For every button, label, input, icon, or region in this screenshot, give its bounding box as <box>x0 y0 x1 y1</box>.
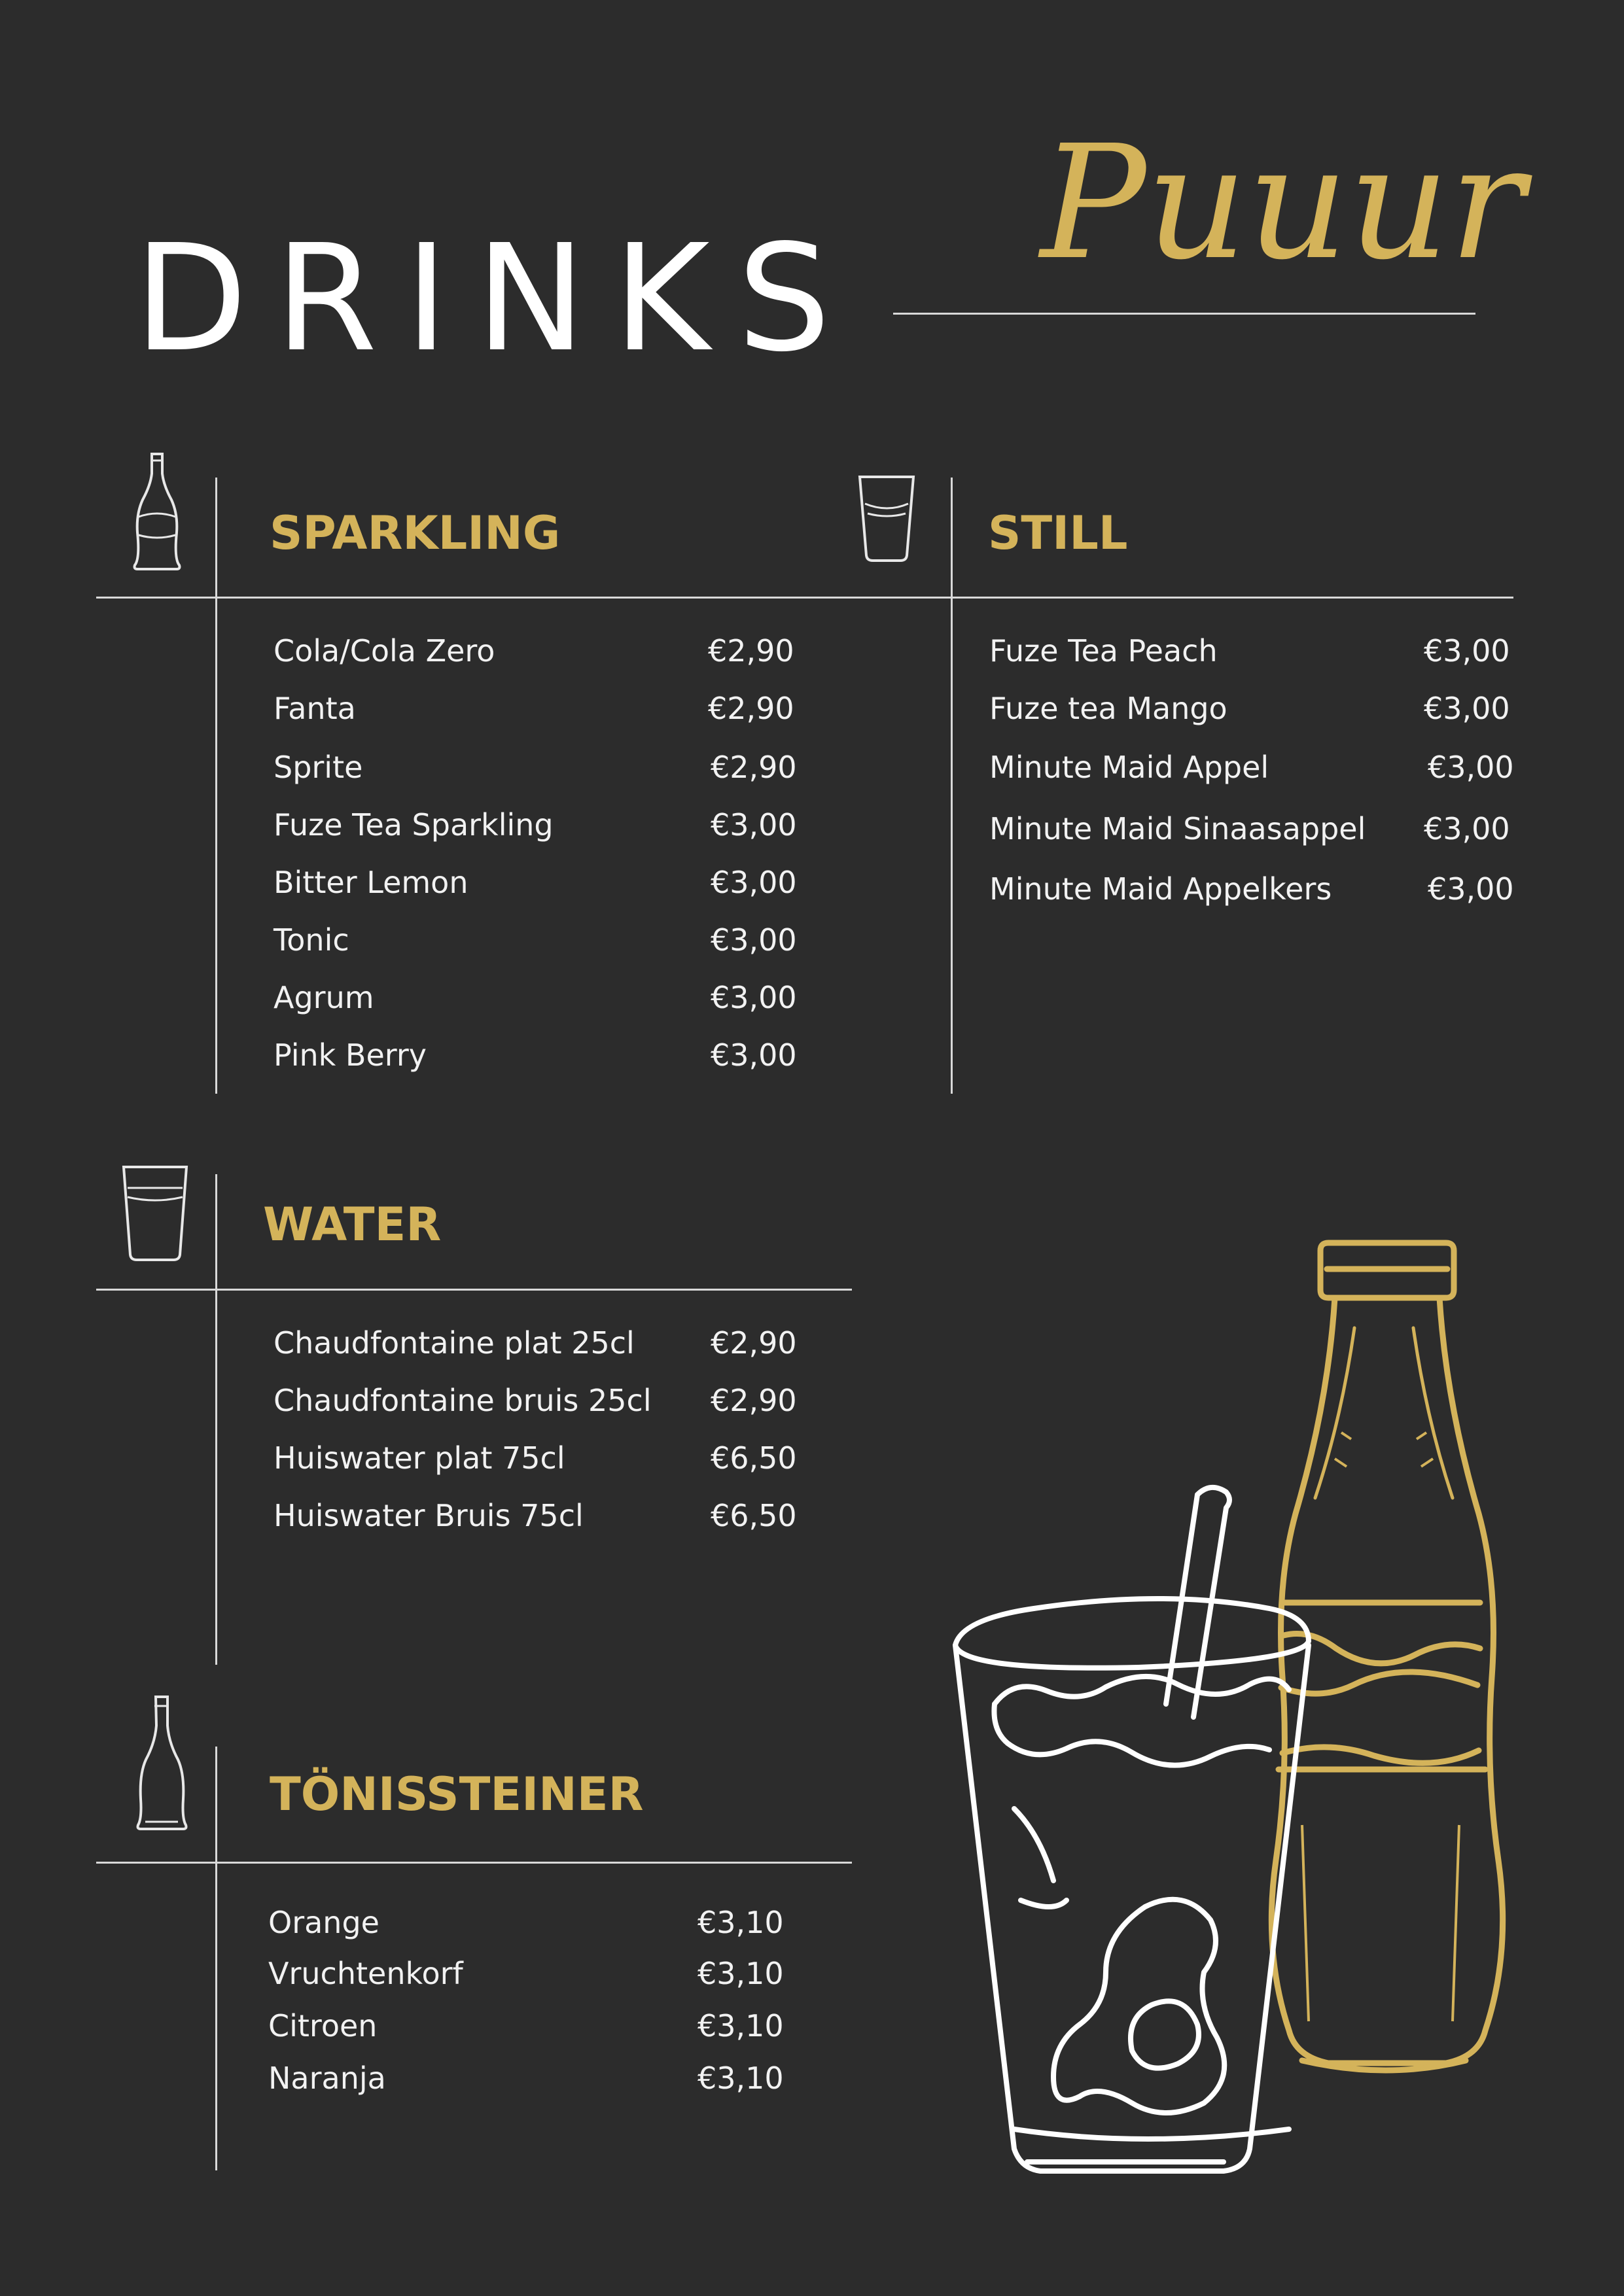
water-glass-icon <box>121 1164 190 1262</box>
item-name: Minute Maid Sinaasappel <box>989 811 1366 846</box>
still-vertical-rule <box>951 478 953 1094</box>
item-price: €2,90 <box>711 1383 797 1418</box>
item-price: €3,10 <box>697 2008 784 2044</box>
section-title-sparkling: SPARKLING <box>270 506 561 560</box>
item-price: €3,00 <box>711 980 797 1015</box>
item-price: €3,00 <box>1424 691 1510 726</box>
item-name: Fuze tea Mango <box>989 691 1227 726</box>
item-price: €3,00 <box>711 922 797 958</box>
item-name: Sprite <box>274 750 363 785</box>
item-price: €3,00 <box>711 807 797 843</box>
item-name: Cola/Cola Zero <box>274 633 495 669</box>
item-price: €3,00 <box>1428 871 1514 907</box>
item-name: Vruchtenkorf <box>268 1956 463 1991</box>
item-name: Pink Berry <box>274 1037 427 1073</box>
item-price: €3,00 <box>1424 633 1510 669</box>
menu-title: DRINKS <box>134 213 858 385</box>
item-price: €3,00 <box>1424 811 1510 846</box>
item-name: Chaudfontaine plat 25cl <box>274 1325 635 1361</box>
glass-bottle-icon <box>137 1694 186 1832</box>
still-horizontal-rule <box>951 597 1513 599</box>
brand-underline <box>893 313 1475 315</box>
water-list <box>274 1325 810 1561</box>
section-title-still: STILL <box>988 506 1128 560</box>
item-price: €3,10 <box>697 1956 784 1991</box>
cup-icon <box>857 474 916 563</box>
item-price: €2,90 <box>711 1325 797 1361</box>
tonissteiner-vertical-rule <box>215 1747 217 2170</box>
water-vertical-rule <box>215 1174 217 1665</box>
sparkling-horizontal-rule <box>96 597 953 599</box>
item-name: Minute Maid Appelkers <box>989 871 1332 907</box>
item-price: €3,10 <box>697 1905 784 1940</box>
item-price: €6,50 <box>711 1498 797 1533</box>
item-name: Fuze Tea Sparkling <box>274 807 554 843</box>
item-name: Citroen <box>268 2008 378 2044</box>
item-name: Tonic <box>274 922 349 958</box>
water-horizontal-rule <box>96 1289 852 1291</box>
item-name: Huiswater Bruis 75cl <box>274 1498 584 1533</box>
item-price: €3,10 <box>697 2061 784 2096</box>
still-list <box>989 633 1526 908</box>
item-name: Bitter Lemon <box>274 865 468 900</box>
tonissteiner-horizontal-rule <box>96 1862 852 1864</box>
item-name: Fanta <box>274 691 356 726</box>
item-price: €2,90 <box>708 633 794 669</box>
sparkling-vertical-rule <box>215 478 217 1094</box>
item-price: €3,00 <box>711 1037 797 1073</box>
item-price: €3,00 <box>711 865 797 900</box>
item-name: Minute Maid Appel <box>989 750 1269 785</box>
item-name: Chaudfontaine bruis 25cl <box>274 1383 652 1418</box>
item-price: €2,90 <box>711 750 797 785</box>
item-name: Fuze Tea Peach <box>989 633 1218 669</box>
section-title-water: WATER <box>263 1198 442 1251</box>
item-name: Orange <box>268 1905 380 1940</box>
section-title-tonissteiner: TÖNISSTEINER <box>270 1767 644 1821</box>
soda-bottle-icon <box>131 451 183 569</box>
item-name: Agrum <box>274 980 374 1015</box>
tonissteiner-list <box>268 1905 805 2114</box>
iced-drink-glass-icon <box>949 1482 1315 2185</box>
item-name: Huiswater plat 75cl <box>274 1440 565 1476</box>
item-price: €6,50 <box>711 1440 797 1476</box>
sparkling-list <box>274 633 810 1091</box>
item-price: €2,90 <box>708 691 794 726</box>
item-price: €3,00 <box>1428 750 1514 785</box>
brand-logo: Puuur <box>1040 111 1525 294</box>
item-name: Naranja <box>268 2061 386 2096</box>
